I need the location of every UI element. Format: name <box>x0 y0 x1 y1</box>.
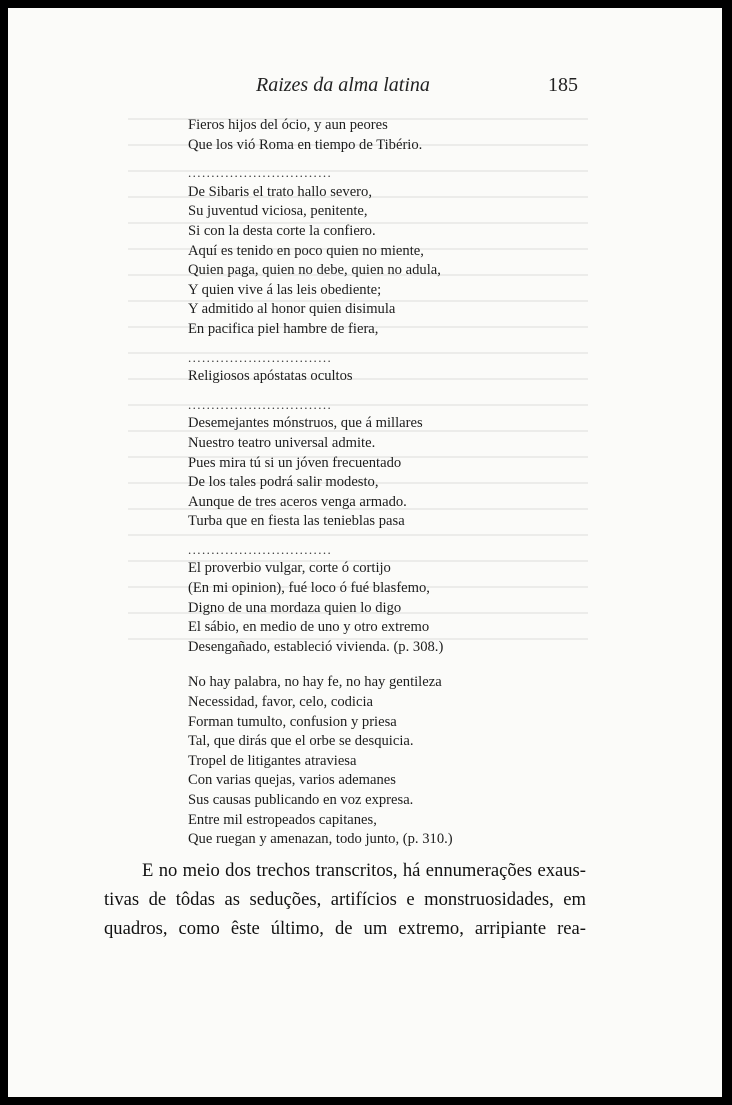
stanza <box>188 367 518 387</box>
verse-line: Si con la desta corte la confiero. <box>188 222 376 239</box>
verse-line: En pacifica piel hambre de fiera, <box>188 320 379 337</box>
ellipsis-divider: ............................... <box>188 396 333 412</box>
paragraph-line: quadros, como êste último, de um extremo, arripiante rea- <box>104 918 586 939</box>
verse-line: Sus causas publicando en voz expresa. <box>188 792 414 808</box>
verse-line: Digno de una mordaza quien lo digo <box>188 599 402 616</box>
verse-line: No hay palabra, no hay fe, no hay gentileza <box>188 674 442 691</box>
verse-line: Aunque de tres aceros venga armado. <box>188 493 407 510</box>
verse-line: Que ruegan y amenazan, todo junto, (p. 310.) <box>188 831 453 848</box>
paragraph-line: E no meio dos trechos transcritos, há ennumerações exaus- <box>142 860 586 881</box>
verse-line: Religiosos apóstatas ocultos <box>188 368 353 385</box>
stanza <box>188 673 518 849</box>
verse-line: Entre mil estropeados capitanes, <box>188 811 377 828</box>
verse-line: Quien paga, quien no debe, quien no adula, <box>188 262 441 279</box>
book-page <box>8 8 722 1097</box>
body-paragraph <box>104 856 586 943</box>
verse-line: De Sibaris el trato hallo severo, <box>188 183 372 200</box>
paragraph-line: tivas de tôdas as seduções, artifícios e monstruosidades, em <box>104 889 586 910</box>
verse-line: Desemejantes mónstruos, que á millares <box>188 415 423 432</box>
verse-line: Fieros hijos del ócio, y aun peores <box>188 117 388 133</box>
verse-line: Con varias quejas, varios ademanes <box>188 772 396 789</box>
verse-line: Desengañado, estableció vivienda. (p. 308.) <box>188 638 444 655</box>
verse-line: Que los vió Roma en tiempo de Tibério. <box>188 136 423 153</box>
running-title: Raizes da alma latina <box>256 74 430 96</box>
verse-line: Su juventud viciosa, penitente, <box>188 203 368 220</box>
ellipsis-divider: ............................... <box>188 165 333 181</box>
stanza <box>188 414 518 532</box>
verse-line: Tal, que dirás que el orbe se desquicia. <box>188 733 414 750</box>
verse-line: Y quien vive á las leis obediente; <box>188 281 382 298</box>
verse-line: De los tales podrá salir modesto, <box>188 474 379 491</box>
verse-quotation <box>188 116 518 850</box>
verse-line: Turba que en fiesta las tenieblas pasa <box>188 513 405 530</box>
page-number: 185 <box>548 74 578 96</box>
ellipsis-divider: ............................... <box>188 349 333 365</box>
ellipsis-divider: ............................... <box>188 541 333 557</box>
stanza <box>188 559 518 657</box>
verse-line: Nuestro teatro universal admite. <box>188 434 376 451</box>
verse-line: (En mi opinion), fué loco ó fué blasfemo, <box>188 580 430 597</box>
verse-line: Pues mira tú si un jóven frecuentado <box>188 454 402 471</box>
verse-line: Aquí es tenido en poco quien no miente, <box>188 242 424 259</box>
stanza <box>188 116 518 155</box>
verse-line: Y admitido al honor quien disimula <box>188 301 396 318</box>
verse-line: Tropel de litigantes atraviesa <box>188 752 357 769</box>
verse-line: El proverbio vulgar, corte ó cortijo <box>188 560 391 577</box>
verse-line: Necessidad, favor, celo, codicia <box>188 694 373 711</box>
stanza <box>188 183 518 340</box>
page-header <box>8 74 722 104</box>
verse-line: El sábio, en medio de uno y otro extremo <box>188 619 430 636</box>
verse-line: Forman tumulto, confusion y priesa <box>188 713 397 730</box>
